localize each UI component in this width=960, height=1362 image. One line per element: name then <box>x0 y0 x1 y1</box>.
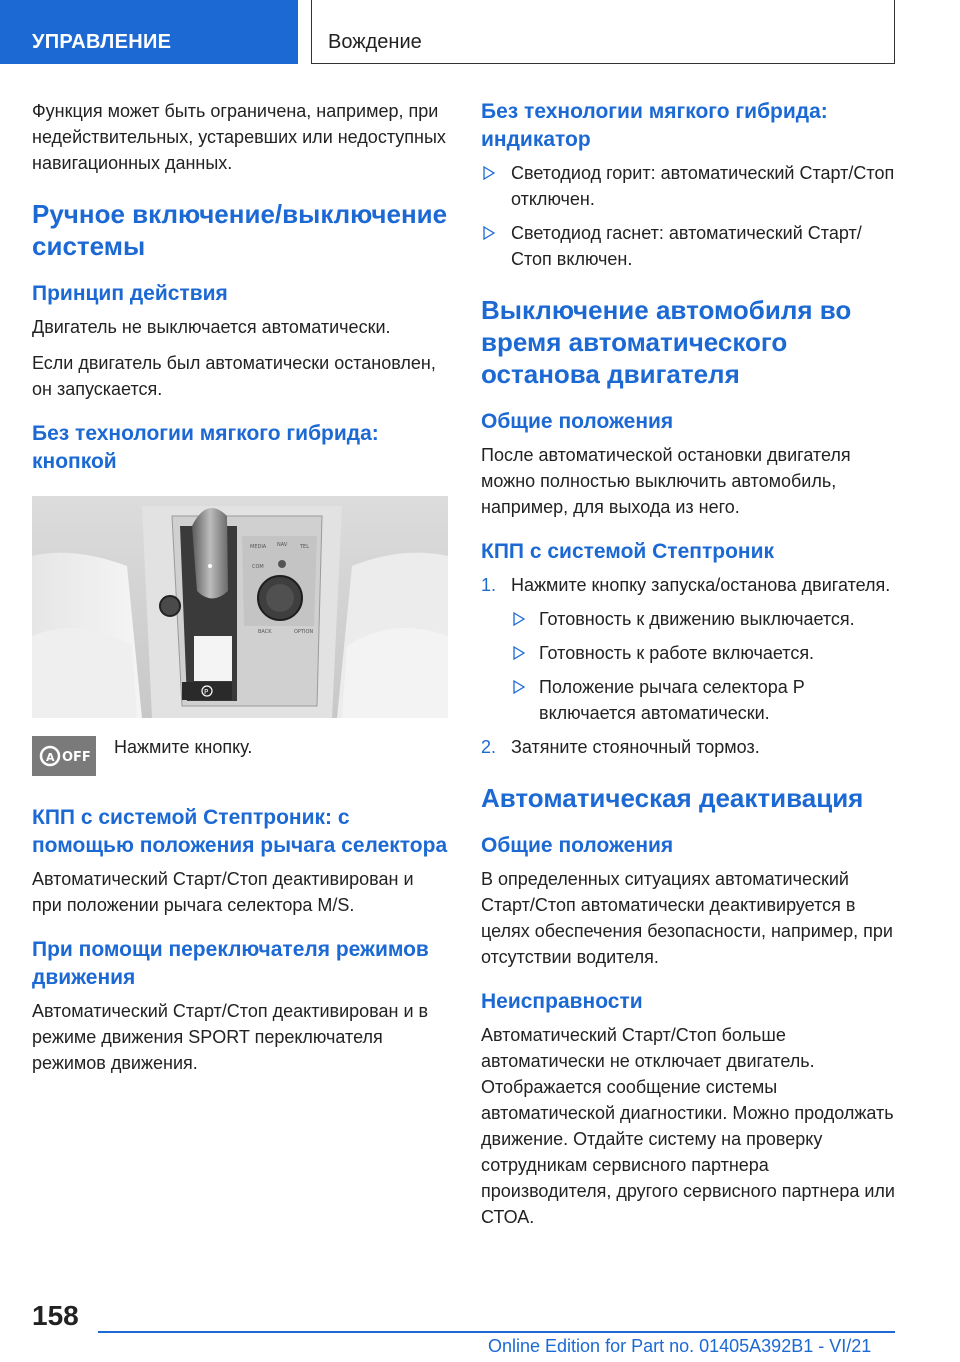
footer-divider <box>98 1331 895 1333</box>
indicator-list <box>481 160 897 272</box>
edition-note: Online Edition for Part no. 01405A392B1 - VI/21 <box>488 1336 872 1356</box>
principle-paragraph-1: Двигатель не выключается автоматически. <box>32 317 391 337</box>
list-item: Светодиод горит: автоматический Старт/Стоп отключен. <box>481 160 897 212</box>
right-column <box>481 98 897 1240</box>
option-label: OPTION <box>294 629 314 635</box>
triangle-bullet-icon <box>513 680 525 694</box>
auto-start-stop-off-icon <box>32 736 96 776</box>
press-button-text: Нажмите кнопку. <box>114 737 253 757</box>
triangle-bullet-icon <box>513 612 525 626</box>
center-console-photo <box>32 496 448 718</box>
step-item <box>481 734 897 760</box>
page-number: 158 <box>32 1300 79 1331</box>
heading-general-2: Общие положения <box>481 834 674 857</box>
step-sub-list <box>511 606 897 726</box>
heading-manual-toggle: Ручное включение/выключение системы <box>32 199 448 261</box>
svg-text:A: A <box>46 751 55 764</box>
chapter-tab: УПРАВЛЕНИЕ <box>0 0 298 64</box>
steptronic-steps <box>481 572 897 760</box>
nav-label: NAV <box>277 542 288 548</box>
mode-switch-paragraph: Автоматический Старт/Стоп деактивирован и в режиме движения SPORT переключателя режимов движения. <box>32 1001 429 1073</box>
intro-paragraph: Функция может быть ограничена, например, при недействительных, устаревших или недоступных навигационных данных. <box>32 101 446 173</box>
heading-principle: Принцип действия <box>32 282 228 305</box>
list-item: Готовность к движению выключается. <box>511 606 897 632</box>
com-label: COM <box>252 564 264 570</box>
general-paragraph-2: В определенных ситуациях автоматический Старт/Стоп автоматически деактивируется в целях обеспечения безопасности, например, при отсутствии водителя. <box>481 869 893 967</box>
triangle-bullet-icon <box>483 166 495 180</box>
off-button-row <box>32 736 448 786</box>
heading-general-1: Общие положения <box>481 410 674 433</box>
step-number: 1. <box>481 575 497 595</box>
heading-auto-deactivation: Автоматическая деактивация <box>481 783 864 813</box>
park-label: P <box>204 688 209 696</box>
left-column <box>32 98 448 1086</box>
step-item <box>481 572 897 726</box>
list-item: Светодиод гаснет: автоматический Старт/Стоп включен. <box>481 220 897 272</box>
page-header <box>0 0 960 66</box>
heading-indicator: Без технологии мягкого гибрида: индикатор <box>481 100 828 151</box>
heading-button: Без технологии мягкого гибрида: кнопкой <box>32 422 379 473</box>
off-icon-text: OFF <box>62 750 91 765</box>
back-label: BACK <box>258 629 272 635</box>
triangle-bullet-icon <box>483 226 495 240</box>
tel-label: TEL <box>300 544 309 550</box>
section-tab: Вождение <box>311 0 895 64</box>
media-label: MEDIA <box>250 544 267 550</box>
step-text: Нажмите кнопку запуска/останова двигателя. <box>511 575 891 595</box>
step-text: Затяните стояночный тормоз. <box>511 737 760 757</box>
list-item: Положение рычага селектора P включается автоматически. <box>511 674 897 726</box>
list-item: Готовность к работе включается. <box>511 640 897 666</box>
heading-steptronic-lever: КПП с системой Стептроник: с помощью положения рычага селектора <box>32 806 448 857</box>
heading-mode-switch: При помощи переключателя режимов движения <box>32 938 429 989</box>
heading-faults: Неисправности <box>481 990 643 1013</box>
step-number: 2. <box>481 737 497 757</box>
triangle-bullet-icon <box>513 646 525 660</box>
general-paragraph-1: После автоматической остановки двигателя можно полностью выключить автомобиль, например, для выхода из него. <box>481 445 851 517</box>
faults-paragraph: Автоматический Старт/Стоп больше автоматически не отключает двигатель. Отображается сообщение системы автоматической диагностики. Можно продолжать движение. Отдайте систему на проверку сотрудникам сервисного партнера производителя, другого сервисного партнера или СТОА. <box>481 1025 895 1227</box>
heading-switch-off: Выключение автомобиля во время автоматического останова двигателя <box>481 295 852 389</box>
principle-paragraph-2: Если двигатель был автоматически остановлен, он запускается. <box>32 353 436 399</box>
steptronic-lever-paragraph: Автоматический Старт/Стоп деактивирован и при положении рычага селектора M/S. <box>32 869 414 915</box>
heading-steptronic: КПП с системой Стептроник <box>481 540 774 563</box>
